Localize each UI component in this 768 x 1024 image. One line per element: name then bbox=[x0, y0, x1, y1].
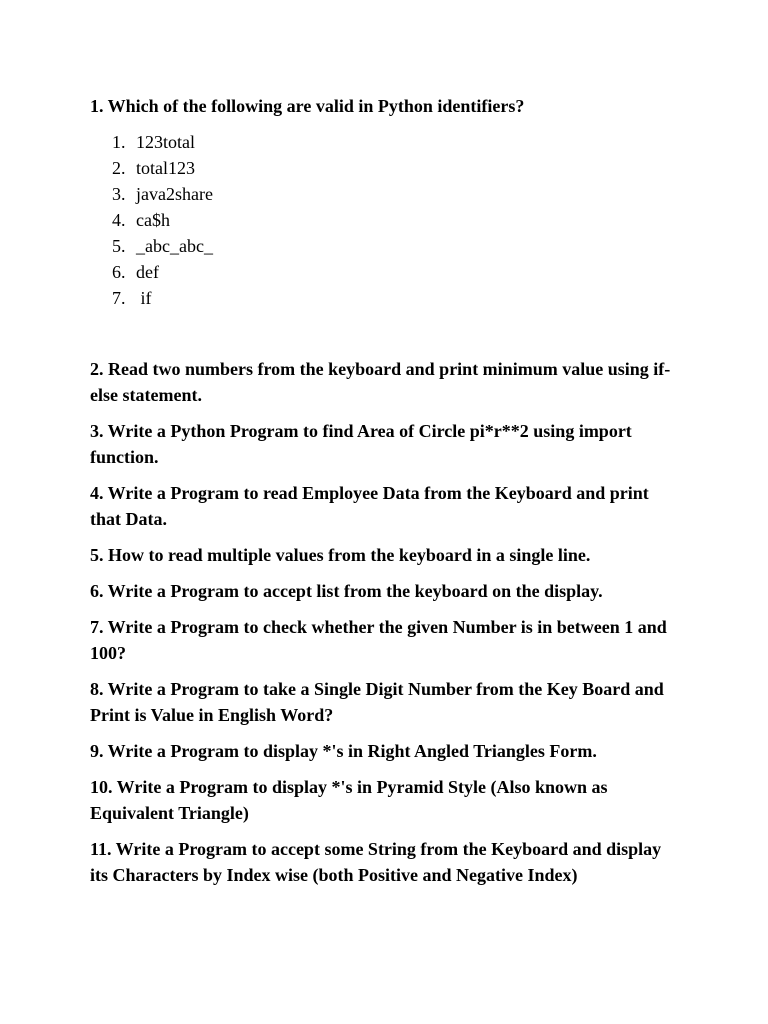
question-3: 3. Write a Python Program to find Area of Circle pi*r**2 using import function. bbox=[90, 421, 632, 467]
option-text: if bbox=[136, 288, 152, 308]
option-number: 2. bbox=[112, 158, 126, 178]
option-item bbox=[112, 233, 213, 259]
option-item bbox=[112, 129, 213, 155]
option-item bbox=[112, 285, 213, 311]
option-item bbox=[112, 207, 213, 233]
option-item bbox=[112, 181, 213, 207]
option-number: 7. bbox=[112, 288, 126, 308]
question-2: 2. Read two numbers from the keyboard and print minimum value using if-else statement. bbox=[90, 359, 671, 405]
question-4: 4. Write a Program to read Employee Data from the Keyboard and print that Data. bbox=[90, 483, 649, 529]
question-7: 7. Write a Program to check whether the given Number is in between 1 and 100? bbox=[90, 617, 667, 663]
option-text: java2share bbox=[136, 184, 213, 204]
option-text: def bbox=[136, 262, 159, 282]
option-text: _abc_abc_ bbox=[136, 236, 213, 256]
option-number: 1. bbox=[112, 132, 126, 152]
question-6: 6. Write a Program to accept list from the keyboard on the display. bbox=[90, 581, 603, 601]
question-9: 9. Write a Program to display *'s in Right Angled Triangles Form. bbox=[90, 741, 597, 761]
option-number: 3. bbox=[112, 184, 126, 204]
question-11: 11. Write a Program to accept some String from the Keyboard and display its Characters by Index wise (both Positive and Negative Index) bbox=[90, 839, 662, 885]
question-1-title: 1. Which of the following are valid in Python identifiers? bbox=[90, 96, 525, 116]
question-10: 10. Write a Program to display *'s in Pyramid Style (Also known as Equivalent Triangle) bbox=[90, 777, 608, 823]
option-item bbox=[112, 259, 213, 285]
option-text: ca$h bbox=[136, 210, 170, 230]
option-text: 123total bbox=[136, 132, 195, 152]
question-1-options bbox=[112, 129, 213, 311]
option-text: total123 bbox=[136, 158, 195, 178]
question-5: 5. How to read multiple values from the keyboard in a single line. bbox=[90, 545, 591, 565]
question-8: 8. Write a Program to take a Single Digit Number from the Key Board and Print is Value in English Word? bbox=[90, 679, 664, 725]
option-item bbox=[112, 155, 213, 181]
option-number: 4. bbox=[112, 210, 126, 230]
question-list bbox=[90, 356, 680, 898]
option-number: 5. bbox=[112, 236, 126, 256]
option-number: 6. bbox=[112, 262, 126, 282]
